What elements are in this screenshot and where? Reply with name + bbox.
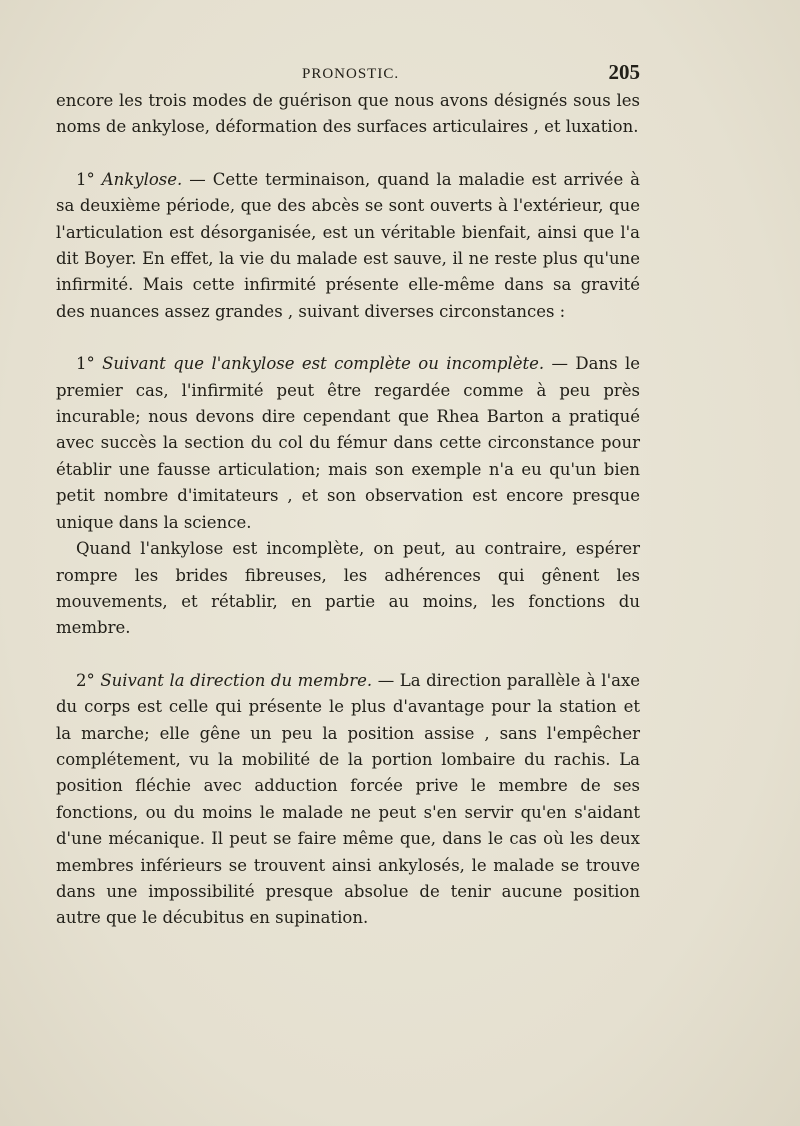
section-title: Ankylose. [101, 169, 183, 189]
paragraph-complete-incomplete [56, 351, 640, 536]
paragraph-number: 1° [76, 354, 103, 374]
paragraph-ankylose [56, 167, 640, 325]
paragraph-text: encore les trois modes de guérison que nous avons désignés sous les noms de ankylose, déformation des surfaces articulaires , et luxation. [56, 91, 640, 137]
section-title: Suivant que l'ankylose est complète ou incomplète. [102, 354, 545, 374]
paragraph-number: 1° [76, 169, 102, 189]
paragraph-direction [56, 668, 640, 932]
section-title: Suivant la direction du membre. [100, 670, 373, 690]
paragraph-text: — Dans le premier cas, l'infirmité peut être regardée comme à peu près incurable; nous devons dire cependant que Rhea Barton a pratiqué avec succès la section du col du fémur dans cette circonstance pour établir une fausse articulation; mais son exemple n'a eu qu'un bien petit nombre d'imitateurs , et son observation est encore presque unique dans la science. [56, 354, 640, 532]
body-text [56, 88, 640, 932]
paragraph-text: Quand l'ankylose est incomplète, on peut, au contraire, espérer rompre les brides fibreuses, les adhérences qui gênent les mouvements, et rétablir, en partie au moins, les fonctions du membre. [56, 539, 640, 638]
paragraph-text: — Cette terminaison, quand la maladie est arrivée à sa deuxième période, que des abcès se sont ouverts à l'extérieur, que l'articulation est désorganisée, est un véritable bienfait, ainsi que l'a dit Boyer. En effet, la vie du malade est sauve, il ne reste plus qu'une infirmité. Mais cette infirmité présente elle-même dans sa gravité des nuances assez grandes , suivant diverses circonstances : [56, 169, 641, 321]
running-head: PRONOSTIC. [302, 66, 400, 82]
paragraph-intro [56, 88, 640, 141]
paragraph-incomplete [56, 536, 640, 642]
page-number: 205 [608, 60, 640, 84]
page-header [56, 60, 640, 90]
paragraph-text: — La direction parallèle à l'axe du corps est celle qui présente le plus d'avantage pour la station et la marche; elle gêne un peu la position assise , sans l'empêcher complétement, vu la mobilité de la portion lombaire du rachis. La position fléchie avec adduction forcée prive le membre de ses fonctions, ou du moins le malade ne peut s'en servir qu'en s'aidant d'une mécanique. Il peut se faire même que, dans le cas où les deux membres inférieurs se trouvent ainsi ankylosés, le malade se trouve dans une impossibilité presque absolue de tenir aucune position autre que le décubitus en supination. [56, 670, 641, 928]
paragraph-number: 2° [76, 670, 101, 690]
